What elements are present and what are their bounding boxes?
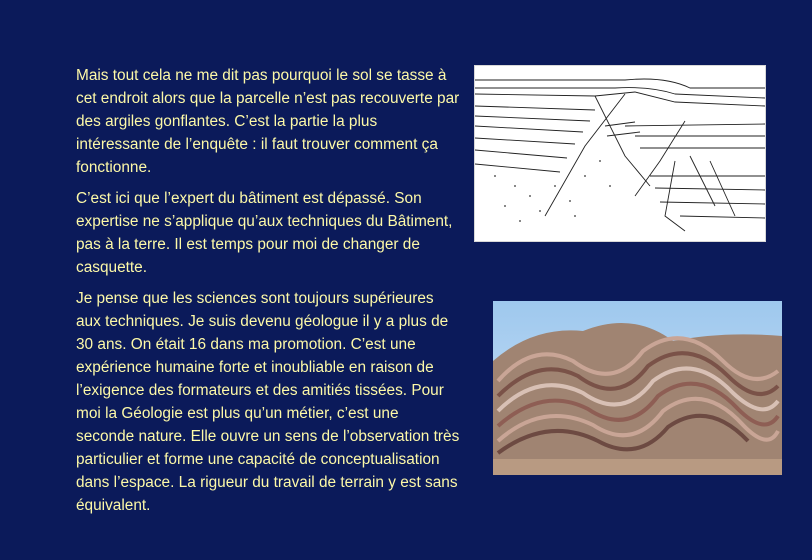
paragraph-2: C’est ici que l’expert du bâtiment est dépassé. Son expertise ne s’applique qu’aux techniques du Bâtiment, pas à la terre. Il est temps pour moi de changer de casquette. [76,190,453,276]
geological-cross-section-figure [474,65,766,242]
body-text [76,64,460,525]
folded-rock-photo [493,301,782,475]
paragraph-3: Je pense que les sciences sont toujours supérieures aux techniques. Je suis devenu géologue il y a plus de 30 ans. On était 16 dans ma promotion. C’est une expérience humaine forte et inoubliable en raison de l’exigence des formateurs et des amitiés tissées. Pour moi la Géologie est plus qu’un métier, c’est une seconde nature. Elle ouvre un sens de l’observation très particulier et forme une capacité de conceptualisation dans l’espace. La rigueur du travail de terrain y est sans équivalent. [76,290,460,514]
paragraph-1: Mais tout cela ne me dit pas pourquoi le sol se tasse à cet endroit alors que la parcelle n’est pas recouverte par des argiles gonflantes. C’est la partie la plus intéressante de l’enquête : il faut trouver comment ça fonctionne. [76,67,460,176]
